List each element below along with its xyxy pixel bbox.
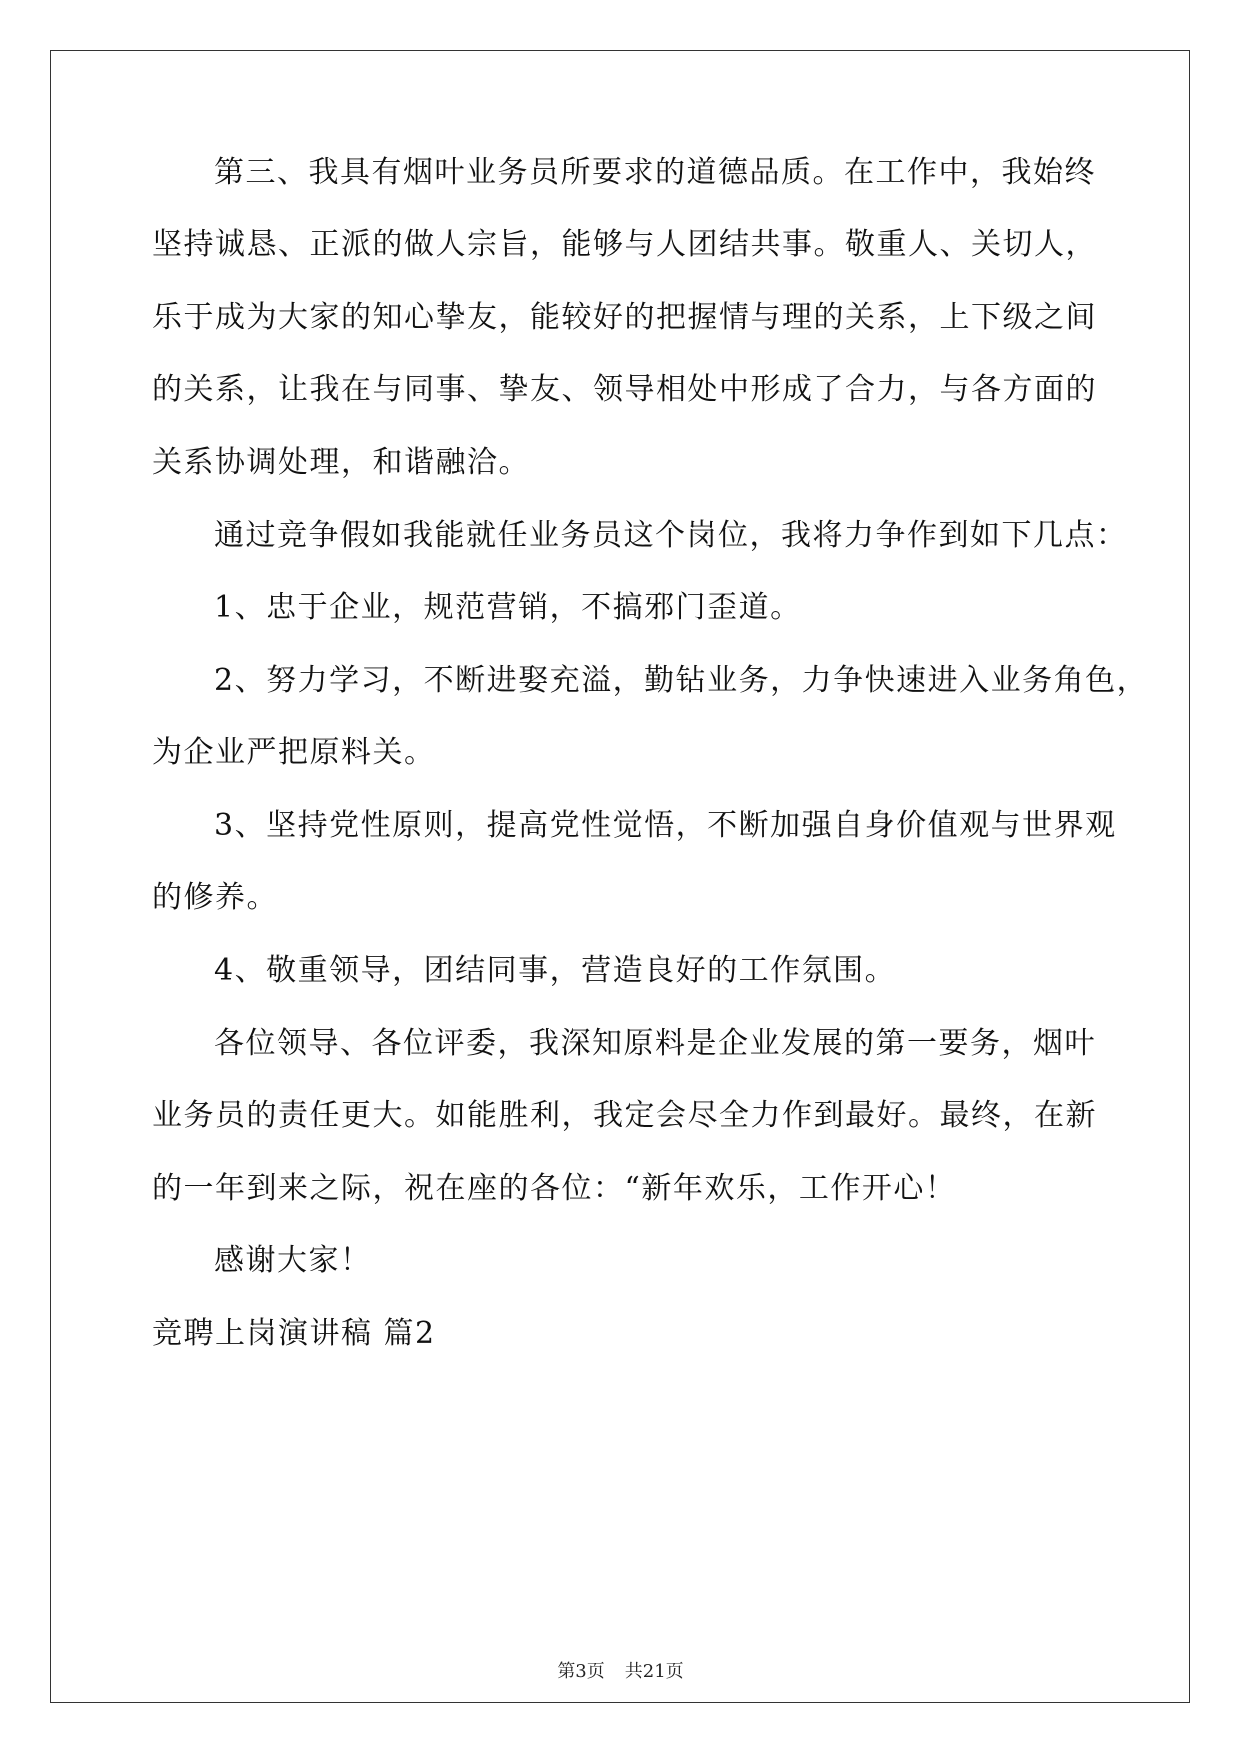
section-heading: 竞聘上岗演讲稿 篇2 [152, 1316, 436, 1351]
paragraph-line: 业务员的责任更大。如能胜利，我定会尽全力作到最好。最终，在新 [152, 1098, 1097, 1133]
paragraph-line: 的一年到来之际，祝在座的各位：“新年欢乐，工作开心！ [152, 1171, 957, 1206]
list-item-line: 为企业严把原料关。 [152, 735, 436, 770]
paragraph-line: 坚持诚恳、正派的做人宗旨，能够与人团结共事。敬重人、关切人， [152, 227, 1097, 262]
list-item-line: 的修养。 [152, 880, 278, 915]
paragraph-line: 的关系，让我在与同事、挚友、领导相处中形成了合力，与各方面的 [152, 372, 1097, 407]
page-total: 共21页 [624, 1661, 684, 1682]
list-item-line: 3、坚持党性原则，提高党性觉悟，不断加强自身价值观与世界观 [214, 808, 1117, 843]
paragraph-line: 各位领导、各位评委，我深知原料是企业发展的第一要务，烟叶 [214, 1026, 1096, 1061]
paragraph-line: 通过竞争假如我能就任业务员这个岗位，我将力争作到如下几点： [214, 518, 1128, 553]
list-item-line: 4、敬重领导，团结同事，营造良好的工作氛围。 [214, 953, 897, 988]
list-item-line: 2、努力学习，不断进娶充溢，勤钻业务，力争快速进入业务角色， [214, 663, 1149, 698]
paragraph-line: 感谢大家！ [214, 1243, 372, 1278]
paragraph-line: 关系协调处理，和谐融洽。 [152, 445, 530, 480]
page-footer [0, 1660, 1241, 1684]
paragraph-line: 乐于成为大家的知心挚友，能较好的把握情与理的关系，上下级之间 [152, 300, 1097, 335]
list-item-line: 1、忠于企业，规范营销，不搞邪门歪道。 [214, 590, 802, 625]
page-number: 第3页 [557, 1661, 605, 1682]
paragraph-line: 第三、我具有烟叶业务员所要求的道德品质。在工作中，我始终 [214, 155, 1096, 190]
